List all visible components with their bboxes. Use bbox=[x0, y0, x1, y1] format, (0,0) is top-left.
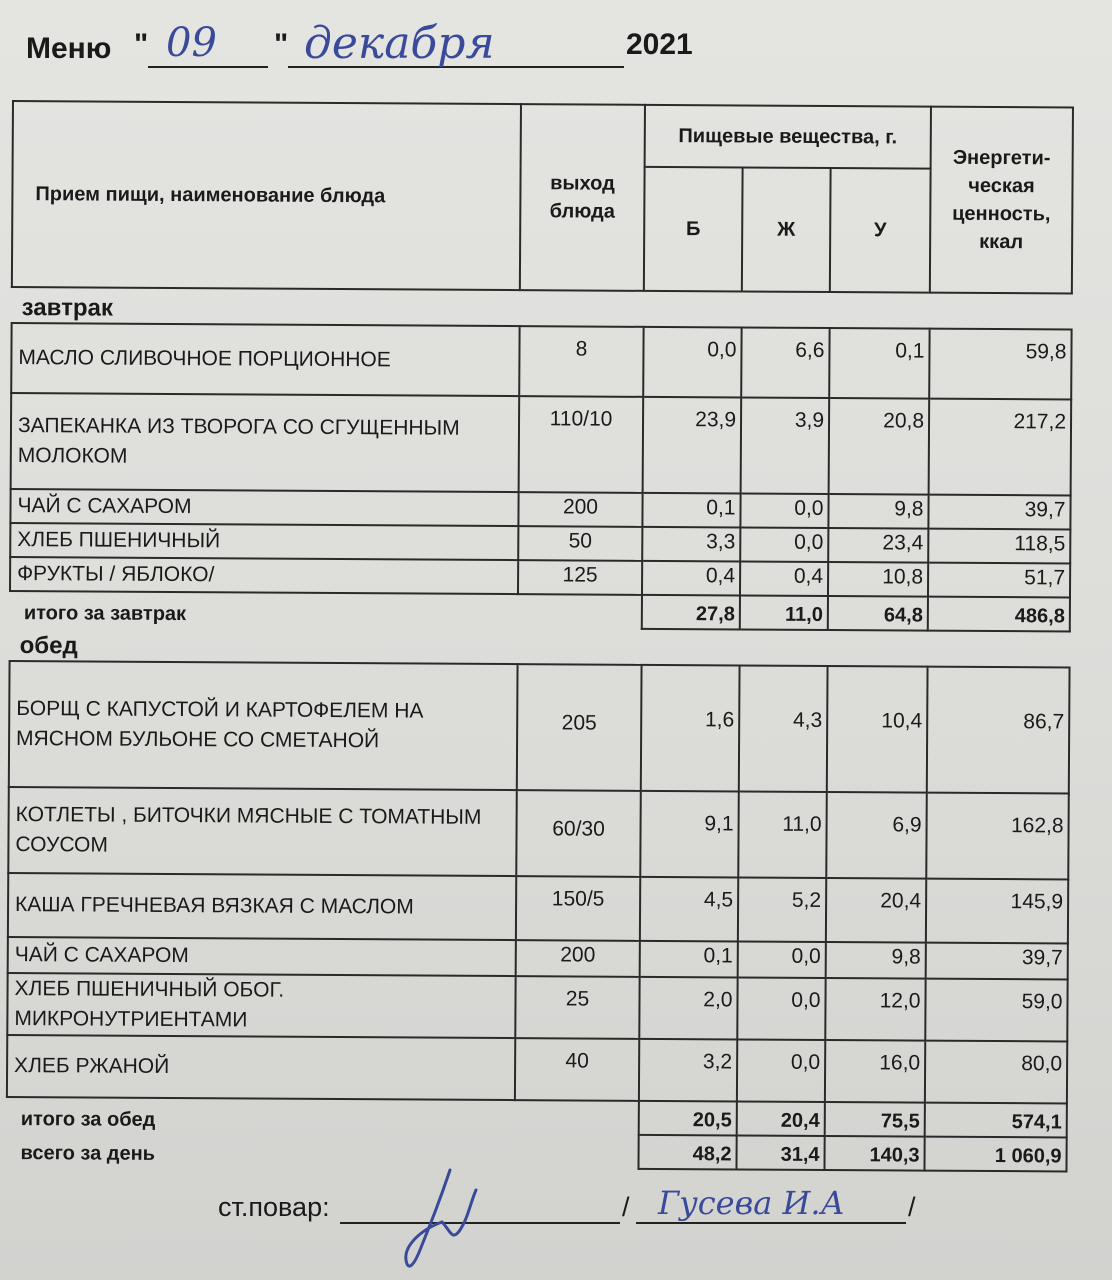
menu-header bbox=[26, 18, 726, 76]
dish-fat: 0,0 bbox=[740, 493, 828, 528]
column-header-carbs: У bbox=[830, 168, 931, 293]
dish-protein: 9,1 bbox=[640, 791, 739, 878]
column-header-yield: выход блюда bbox=[520, 104, 645, 291]
dish-protein: 0,0 bbox=[643, 327, 741, 398]
dish-name: ЧАЙ С САХАРОМ bbox=[10, 489, 518, 526]
dish-energy: 80,0 bbox=[925, 1041, 1067, 1104]
total-energy: 486,8 bbox=[928, 597, 1070, 632]
dish-carbs: 6,9 bbox=[826, 792, 927, 879]
dish-name: ЗАПЕКАНКА ИЗ ТВОРОГА СО СГУЩЕННЫМ МОЛОКОМ bbox=[11, 393, 520, 492]
menu-table bbox=[5, 100, 1071, 1172]
total-fat: 11,0 bbox=[740, 595, 828, 630]
dish-yield: 200 bbox=[518, 492, 642, 527]
chef-label: ст.повар: bbox=[218, 1192, 330, 1222]
open-quote: " bbox=[134, 28, 149, 61]
day-handwritten: 09 bbox=[166, 20, 217, 66]
dish-name: КОТЛЕТЫ , БИТОЧКИ МЯСНЫЕ С ТОМАТНЫМ СОУСОМ bbox=[8, 787, 517, 876]
column-header-protein: Б bbox=[644, 167, 743, 292]
total-protein: 48,2 bbox=[638, 1135, 736, 1170]
table-row bbox=[11, 323, 1071, 399]
dish-yield: 205 bbox=[517, 664, 642, 791]
dish-energy: 51,7 bbox=[928, 563, 1070, 598]
dish-name: ФРУКТЫ / ЯБЛОКО/ bbox=[10, 557, 518, 594]
chef-signature-block bbox=[218, 1184, 918, 1252]
dish-protein: 2,0 bbox=[639, 977, 737, 1040]
table-row bbox=[7, 973, 1067, 1041]
dish-carbs: 10,8 bbox=[828, 562, 928, 597]
dish-carbs: 20,8 bbox=[829, 398, 930, 495]
dish-fat: 0,4 bbox=[740, 561, 828, 596]
dish-fat: 4,3 bbox=[739, 665, 828, 792]
dish-energy: 59,8 bbox=[929, 329, 1071, 400]
column-header-nutrients: Пищевые вещества, г. bbox=[645, 105, 931, 169]
day-blank-line bbox=[148, 66, 268, 68]
column-header-energy: Энергети- ческая ценность, ккал bbox=[930, 107, 1073, 294]
total-carbs: 140,3 bbox=[824, 1136, 924, 1171]
dish-name: ХЛЕБ ПШЕНИЧНЫЙ bbox=[10, 523, 518, 560]
dish-energy: 59,0 bbox=[925, 979, 1067, 1042]
dish-carbs: 0,1 bbox=[829, 328, 929, 399]
total-label: всего за день bbox=[20, 1142, 156, 1165]
dish-energy: 86,7 bbox=[927, 667, 1070, 794]
dish-yield: 50 bbox=[518, 526, 642, 561]
dish-name: КАША ГРЕЧНЕВАЯ ВЯЗКАЯ С МАСЛОМ bbox=[8, 873, 516, 940]
dish-yield: 150/5 bbox=[516, 876, 640, 941]
dish-yield: 8 bbox=[519, 326, 643, 397]
section-title-lunch: обед bbox=[10, 625, 1070, 667]
dish-energy: 39,7 bbox=[928, 495, 1070, 530]
table-row bbox=[7, 1035, 1067, 1103]
dish-carbs: 12,0 bbox=[825, 978, 925, 1041]
dish-protein: 3,3 bbox=[642, 527, 740, 562]
column-header-dish: Прием пищи, наименование блюда bbox=[12, 101, 521, 290]
total-row-breakfast bbox=[10, 591, 1070, 631]
section-title-breakfast: завтрак bbox=[12, 287, 1072, 329]
dish-fat: 0,0 bbox=[737, 1039, 825, 1102]
dish-name: ЧАЙ С САХАРОМ bbox=[8, 937, 516, 976]
dish-carbs: 9,8 bbox=[826, 942, 926, 979]
table-row bbox=[8, 873, 1068, 943]
dish-yield: 40 bbox=[515, 1038, 639, 1101]
total-energy: 574,1 bbox=[925, 1103, 1067, 1138]
dish-yield: 25 bbox=[515, 976, 639, 1039]
total-energy: 1 060,9 bbox=[924, 1137, 1066, 1172]
total-row-day bbox=[6, 1131, 1066, 1171]
total-label: итого за обед bbox=[20, 1108, 156, 1131]
dish-energy: 162,8 bbox=[926, 793, 1069, 880]
dish-protein: 1,6 bbox=[641, 665, 740, 792]
dish-yield: 125 bbox=[518, 560, 642, 595]
dish-energy: 145,9 bbox=[926, 879, 1068, 944]
dish-carbs: 20,4 bbox=[826, 878, 926, 943]
total-fat: 20,4 bbox=[737, 1101, 825, 1136]
dish-carbs: 23,4 bbox=[828, 528, 928, 563]
dish-protein: 23,9 bbox=[643, 397, 742, 494]
dish-name: ХЛЕБ РЖАНОЙ bbox=[7, 1035, 515, 1100]
dish-carbs: 10,4 bbox=[827, 666, 928, 793]
dish-fat: 0,0 bbox=[737, 977, 825, 1040]
dish-yield: 60/30 bbox=[516, 790, 641, 877]
dish-yield: 110/10 bbox=[519, 396, 644, 493]
column-header-fat: Ж bbox=[742, 167, 831, 292]
dish-energy: 39,7 bbox=[926, 943, 1068, 980]
signature-scribble bbox=[380, 1160, 520, 1280]
table-row bbox=[11, 393, 1072, 495]
month-handwritten: декабря bbox=[304, 18, 495, 69]
dish-fat: 0,0 bbox=[740, 527, 828, 562]
slash-separator: / bbox=[622, 1192, 630, 1222]
table-row bbox=[9, 661, 1070, 793]
menu-title: Меню bbox=[26, 32, 112, 65]
dish-protein: 0,1 bbox=[642, 493, 740, 528]
name-line bbox=[636, 1222, 906, 1224]
close-quote: " bbox=[274, 28, 289, 61]
dish-name: БОРЩ С КАПУСТОЙ И КАРТОФЕЛЕМ НА МЯСНОМ БУЛЬОНЕ СО СМЕТАНОЙ bbox=[9, 661, 518, 790]
dish-energy: 118,5 bbox=[928, 529, 1070, 564]
chef-name-handwritten: Гусева И.А bbox=[658, 1184, 845, 1222]
slash-separator: / bbox=[908, 1192, 916, 1222]
dish-carbs: 9,8 bbox=[828, 494, 928, 529]
dish-energy: 217,2 bbox=[929, 399, 1072, 496]
total-protein: 20,5 bbox=[639, 1101, 737, 1136]
total-fat: 31,4 bbox=[736, 1135, 824, 1170]
total-carbs: 75,5 bbox=[825, 1102, 925, 1137]
dish-fat: 6,6 bbox=[741, 327, 829, 398]
dish-protein: 0,1 bbox=[640, 941, 738, 978]
dish-yield: 200 bbox=[516, 940, 640, 977]
dish-carbs: 16,0 bbox=[825, 1040, 925, 1103]
dish-fat: 0,0 bbox=[738, 941, 826, 978]
total-carbs: 64,8 bbox=[828, 596, 928, 631]
menu-year: 2021 bbox=[626, 28, 693, 61]
dish-fat: 11,0 bbox=[738, 791, 827, 878]
dish-protein: 4,5 bbox=[640, 877, 738, 942]
dish-fat: 3,9 bbox=[741, 397, 830, 494]
dish-fat: 5,2 bbox=[738, 877, 826, 942]
dish-name: ХЛЕБ ПШЕНИЧНЫЙ ОБОГ. МИКРОНУТРИЕНТАМИ bbox=[7, 973, 515, 1038]
total-label: итого за завтрак bbox=[23, 602, 187, 626]
table-row bbox=[8, 787, 1069, 879]
dish-protein: 0,4 bbox=[642, 561, 740, 596]
dish-protein: 3,2 bbox=[639, 1039, 737, 1102]
dish-name: МАСЛО СЛИВОЧНОЕ ПОРЦИОННОЕ bbox=[11, 323, 519, 396]
total-protein: 27,8 bbox=[642, 595, 740, 630]
